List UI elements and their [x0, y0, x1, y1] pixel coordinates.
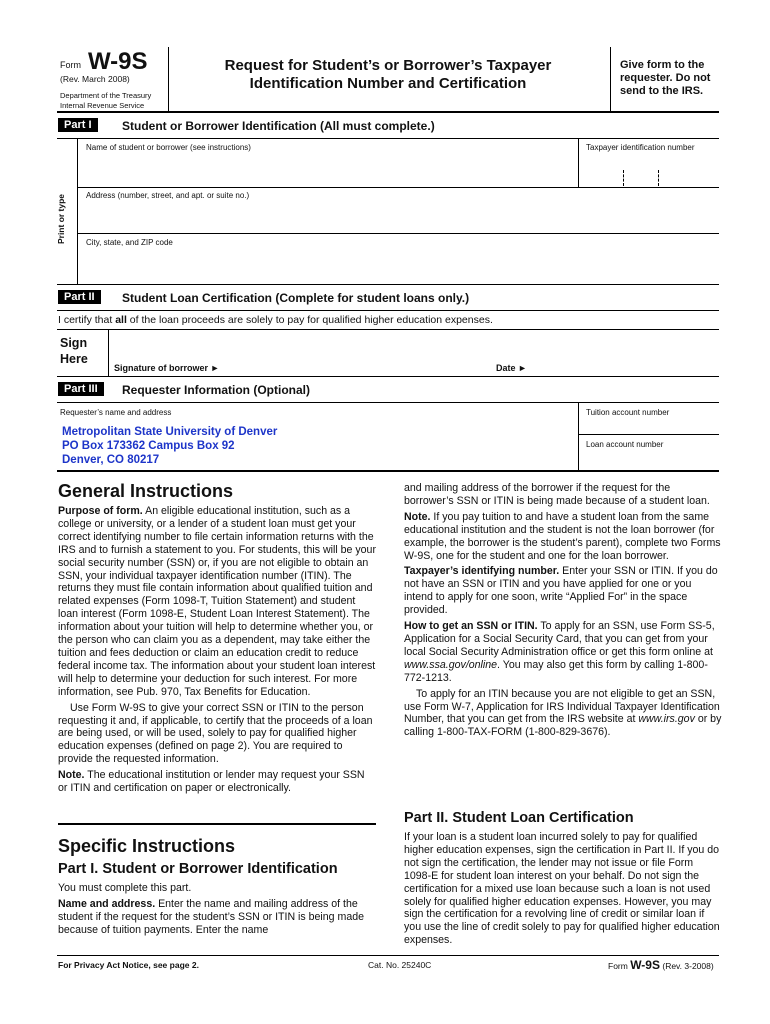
- certification-text: [58, 314, 493, 326]
- signature-label: Signature of borrower ►: [114, 363, 220, 373]
- tin-label: Taxpayer identification number: [586, 143, 695, 152]
- purpose-head: Purpose of form.: [58, 505, 143, 517]
- note-paragraph: [58, 769, 376, 795]
- how-body2: . You may also get this form by calling 1-800-772-1213.: [404, 658, 708, 684]
- student-name-field[interactable]: [80, 154, 574, 184]
- give-line1: Give form to the: [620, 59, 705, 71]
- part2-rule: [57, 310, 719, 311]
- part1-left-edge: [77, 138, 78, 284]
- city-label: City, state, and ZIP code: [86, 238, 173, 247]
- part3-bottom-rule: [57, 470, 719, 472]
- header-bottom-rule: [57, 111, 719, 113]
- tuition-account-label: Tuition account number: [586, 408, 670, 417]
- part3-title: Requester Information (Optional): [122, 383, 311, 397]
- catalog-number: Cat. No. 25240C: [368, 960, 432, 970]
- footer-form-id: [608, 958, 714, 972]
- part1-instructions-heading: Part I. Student or Borrower Identification: [58, 861, 338, 877]
- itin-paragraph: [404, 688, 722, 740]
- address-label: Address (number, street, and apt. or suite no.): [86, 191, 250, 200]
- footer-revision: (Rev. 3-2008): [662, 961, 714, 971]
- tuition-rule: [578, 434, 719, 435]
- name-address-paragraph: [58, 898, 376, 937]
- name-rule: [77, 187, 719, 188]
- part2-paragraph: If your loan is a student loan incurred solely to pay for qualified higher education expenses, sign the certification in Part II. If you do not sign the certification, the lender may not issue or file Form 1098-E for student loan interest on your behalf. Do not sign the certification for a mixed use loan because such a loan is not used solely for qualified higher education expenses. However, you may sign the certification for a revolving line of credit or similar loan if you use the line of credit solely to pay for qualified higher education expenses.: [404, 831, 720, 947]
- tin-separator-2: [658, 170, 659, 186]
- part3-label: Part III: [58, 382, 104, 396]
- form-header: [0, 0, 770, 120]
- note-head: Note.: [58, 769, 85, 782]
- form-title-line1: Request for Student’s or Borrower’s Taxpayer: [224, 57, 552, 74]
- left-col-rule: [58, 823, 376, 825]
- cert-pre: I certify that: [58, 314, 116, 326]
- sign-label: Sign: [60, 336, 88, 350]
- how-head: How to get an SSN or ITIN.: [404, 620, 538, 633]
- date-field[interactable]: [540, 338, 718, 374]
- right-note-body: If you pay tuition to and have a student loan from the same educational institution and the student is not the loan borrower (for example, the borrower is the student’s parent), complete two Forms W-9S, one for the student and one for the loan borrower.: [404, 510, 721, 562]
- address-field[interactable]: [80, 202, 716, 230]
- dept-line2: Internal Revenue Service: [60, 101, 145, 110]
- tin-body: Enter your SSN or ITIN. If you do not have an SSN or ITIN and you have applied for one or you intend to apply for one soon, write “Applied For” in the space provided.: [404, 565, 718, 617]
- itin-body2: or by calling 1-800-TAX-FORM (1-800-829-3676).: [404, 713, 722, 739]
- part2-label: Part II: [58, 290, 101, 304]
- sign-rule: [57, 376, 719, 377]
- general-instructions-heading: General Instructions: [58, 481, 234, 501]
- requester-line3: Denver, CO 80217: [62, 454, 160, 466]
- right-column-text-2: [404, 831, 722, 947]
- must-complete: You must complete this part.: [58, 882, 192, 894]
- use-paragraph: Use Form W-9S to give your correct SSN or ITIN to the person requesting it and, if applicable, to certify that the proceeds of a loan are being used, or will be used, solely to pay for qualified higher education expenses (defined on page 2). You are required to provide the requested information.: [58, 701, 373, 766]
- give-line2: requester. Do not: [620, 72, 711, 84]
- give-line3: send to the IRS.: [620, 85, 704, 97]
- part2-title: Student Loan Certification (Complete for student loans only.): [122, 291, 470, 305]
- form-title-line2: Identification Number and Certification: [249, 75, 527, 92]
- print-or-type-label: Print or type: [56, 193, 67, 245]
- note-body: The educational institution or lender may request your SSN or ITIN and certification on paper or electronically.: [58, 769, 365, 795]
- left-column-text-2: [58, 882, 376, 937]
- date-label: Date ►: [496, 363, 527, 373]
- right-column-text: [404, 482, 722, 739]
- specific-instructions-heading: Specific Instructions: [58, 836, 236, 856]
- loan-account-label: Loan account number: [586, 440, 664, 449]
- here-label: Here: [60, 352, 88, 366]
- part1-title: Student or Borrower Identification (All must complete.): [122, 119, 435, 133]
- requester-line1: Metropolitan State University of Denver: [62, 426, 278, 438]
- requester-label: Requester’s name and address: [60, 408, 172, 417]
- tin-separator-1: [623, 170, 624, 186]
- form-revision: (Rev. March 2008): [60, 74, 130, 84]
- tin-head: Taxpayer’s identifying number.: [404, 565, 560, 578]
- address-rule: [77, 233, 719, 234]
- ssa-url: www.ssa.gov/online: [404, 658, 498, 671]
- footer-form-number: W-9S: [630, 958, 660, 972]
- tin-field[interactable]: [582, 154, 717, 184]
- dept-line1: Department of the Treasury: [60, 91, 152, 100]
- how-body1: To apply for an SSN, use Form SS-5, Application for a Social Security Card, that you can get from your local Social Security Administration office or get this form online at: [404, 620, 715, 658]
- itin-body1: To apply for an ITIN because you are not eligible to get an SSN, use Form W-7, Application for IRS Individual Taxpayer Identification Number, that you can get from the IRS website at: [404, 687, 720, 726]
- account-divider: [578, 402, 579, 470]
- tuition-account-field[interactable]: [582, 418, 717, 432]
- header-divider-right: [610, 47, 611, 111]
- tin-divider: [578, 138, 579, 187]
- name-address-head: Name and address.: [58, 897, 156, 910]
- right-note-head: Note.: [404, 510, 431, 523]
- footer-form-word: Form: [608, 961, 628, 971]
- left-column-text: [58, 505, 376, 795]
- how-paragraph: [404, 620, 722, 685]
- part3-rule: [57, 402, 719, 403]
- continued-paragraph: and mailing address of the borrower if the request for the borrower’s SSN or ITIN is being made because of a student loan.: [404, 482, 710, 507]
- cert-post: of the loan proceeds are solely to pay for qualified higher education expenses.: [126, 314, 493, 326]
- city-field[interactable]: [80, 249, 716, 279]
- signature-field[interactable]: [230, 338, 485, 374]
- sign-divider: [108, 330, 109, 376]
- cert-rule: [57, 329, 719, 330]
- part1-label: Part I: [58, 118, 98, 132]
- name-address-body: Enter the name and mailing address of the student if the request for the student’s SSN or ITIN is being made because of tuition payments. Enter the name: [58, 897, 365, 936]
- header-divider-left: [168, 47, 169, 111]
- purpose-body: An eligible educational institution, such as a college or university, or a lender of a student loan must get your correct identifying number to file certain information returns with the IRS and to furnish a statement to you. For students, this will be your social security number (SSN) or, if you are not eligible to obtain an SSN, your individual taxpayer identification number (ITIN). The returns they must file contain information about qualified tuition and related expenses (Form 1098-T, Tuition Statement) and student loan interest (Form 1098-E, Student Loan Interest Statement). The information about your tuition will help to determine whether you, or the person who can claim you as a dependent, may take either the tuition and fees deduction or claim an education credit to reduce federal income tax. The information about your student loan interest will help to determine your deduction for such interest. For more information, see Pub. 970, Tax Benefits for Education.: [58, 505, 376, 698]
- purpose-paragraph: [58, 505, 376, 699]
- part1-rule: [57, 138, 719, 139]
- requester-line2: PO Box 173362 Campus Box 92: [62, 440, 235, 452]
- right-note-paragraph: [404, 511, 722, 563]
- form-id: W-9S: [88, 48, 148, 75]
- footer-rule: [57, 955, 719, 956]
- tin-paragraph: [404, 565, 722, 617]
- irs-url: www.irs.gov: [638, 713, 695, 726]
- privacy-notice: For Privacy Act Notice, see page 2.: [58, 960, 199, 970]
- loan-account-field[interactable]: [582, 451, 717, 467]
- student-name-label: Name of student or borrower (see instructions): [86, 143, 251, 152]
- cert-bold: all: [115, 314, 127, 326]
- city-rule: [57, 284, 719, 285]
- part2-instructions-heading: Part II. Student Loan Certification: [404, 810, 634, 826]
- form-word: Form: [60, 60, 81, 70]
